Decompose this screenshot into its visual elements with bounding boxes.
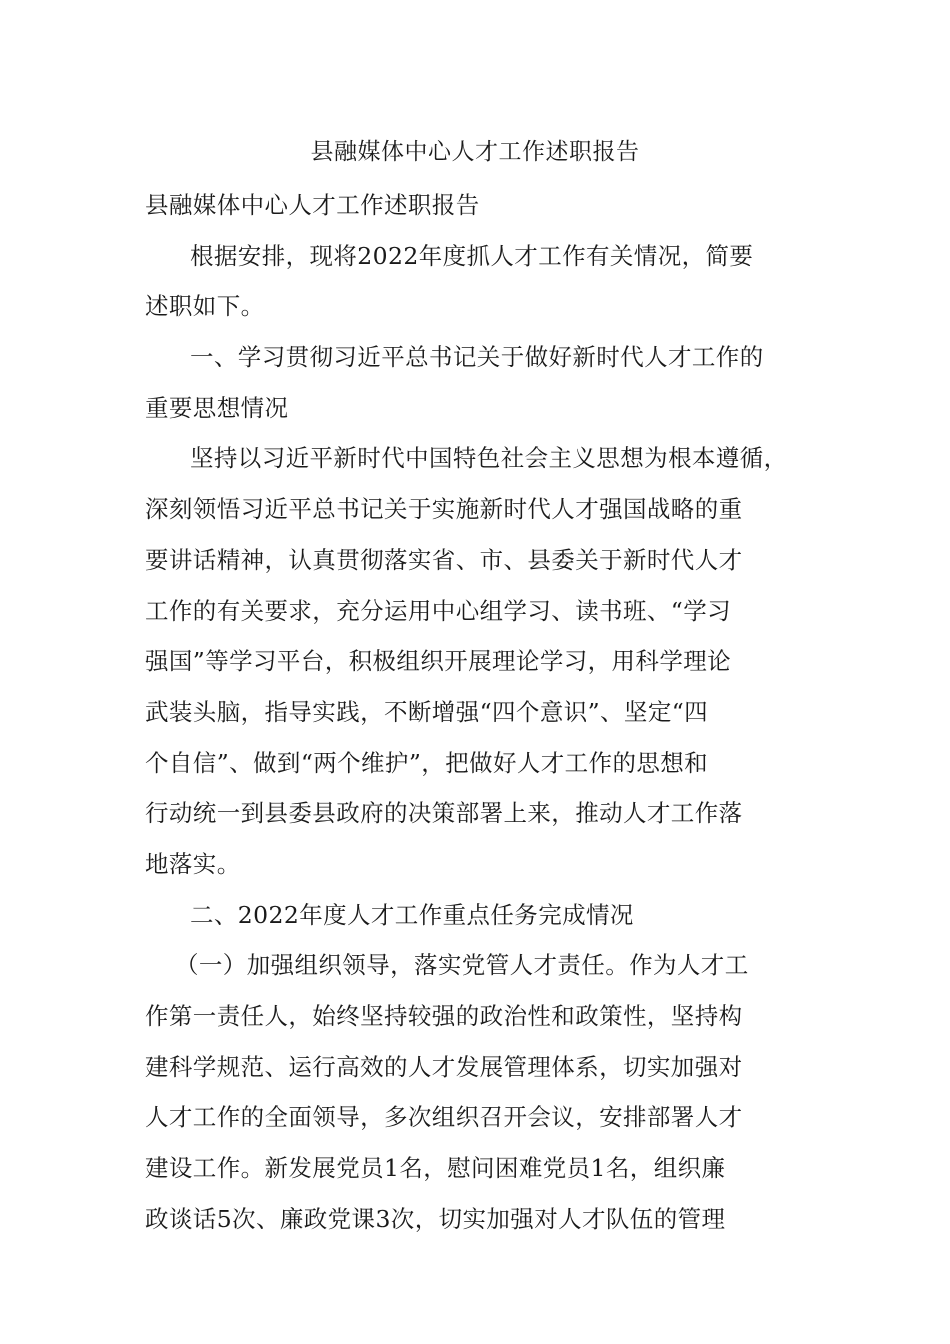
paragraph-line: 人才工作的全面领导，多次组织召开会议，安排部署人才 xyxy=(145,1103,743,1132)
paragraph-line: 地落实。 xyxy=(145,849,241,878)
paragraph-line: 作第一责任人，始终坚持较强的政治性和政策性，坚持构 xyxy=(145,1002,743,1030)
paragraph-line: 述职如下。 xyxy=(145,292,265,321)
paragraph-line: 工作的有关要求，充分运用中心组学习、读书班、“学习 xyxy=(145,596,732,625)
section-heading-line: 二、2022年度人才工作重点任务完成情况 xyxy=(190,900,634,929)
paragraph-line: 根据安排，现将2022年度抓人才工作有关情况，简要 xyxy=(190,241,754,270)
subtitle-line: 县融媒体中心人才工作述职报告 xyxy=(145,191,480,219)
paragraph-line: 强国”等学习平台，积极组织开展理论学习，用科学理论 xyxy=(145,647,732,676)
paragraph-line: 建科学规范、运行高效的人才发展管理体系，切实加强对 xyxy=(145,1052,743,1081)
section-heading-line: 一、学习贯彻习近平总书记关于做好新时代人才工作的 xyxy=(190,343,764,372)
paragraph-line: 建设工作。新发展党员1名，慰问困难党员1名，组织廉 xyxy=(145,1154,726,1183)
paragraph-line: （一）加强组织领导，落实党管人才责任。作为人才工 xyxy=(175,951,749,980)
document-body xyxy=(145,180,813,1244)
section-heading-line: 重要思想情况 xyxy=(145,393,289,422)
paragraph-line: 政谈话5次、廉政党课3次，切实加强对人才队伍的管理 xyxy=(145,1204,726,1233)
document-title: 县融媒体中心人才工作述职报告 xyxy=(310,139,640,165)
paragraph-line: 要讲话精神，认真贯彻落实省、市、县委关于新时代人才 xyxy=(145,545,743,574)
paragraph-line: 深刻领悟习近平总书记关于实施新时代人才强国战略的重 xyxy=(145,495,743,524)
paragraph-line: 行动统一到县委县政府的决策部署上来，推动人才工作落 xyxy=(145,799,743,828)
paragraph-line: 坚持以习近平新时代中国特色社会主义思想为根本遵循， xyxy=(190,444,788,473)
paragraph-line: 武装头脑，指导实践，不断增强“四个意识”、坚定“四 xyxy=(145,697,709,726)
paragraph-line: 个自信”、做到“两个维护”，把做好人才工作的思想和 xyxy=(145,748,709,777)
